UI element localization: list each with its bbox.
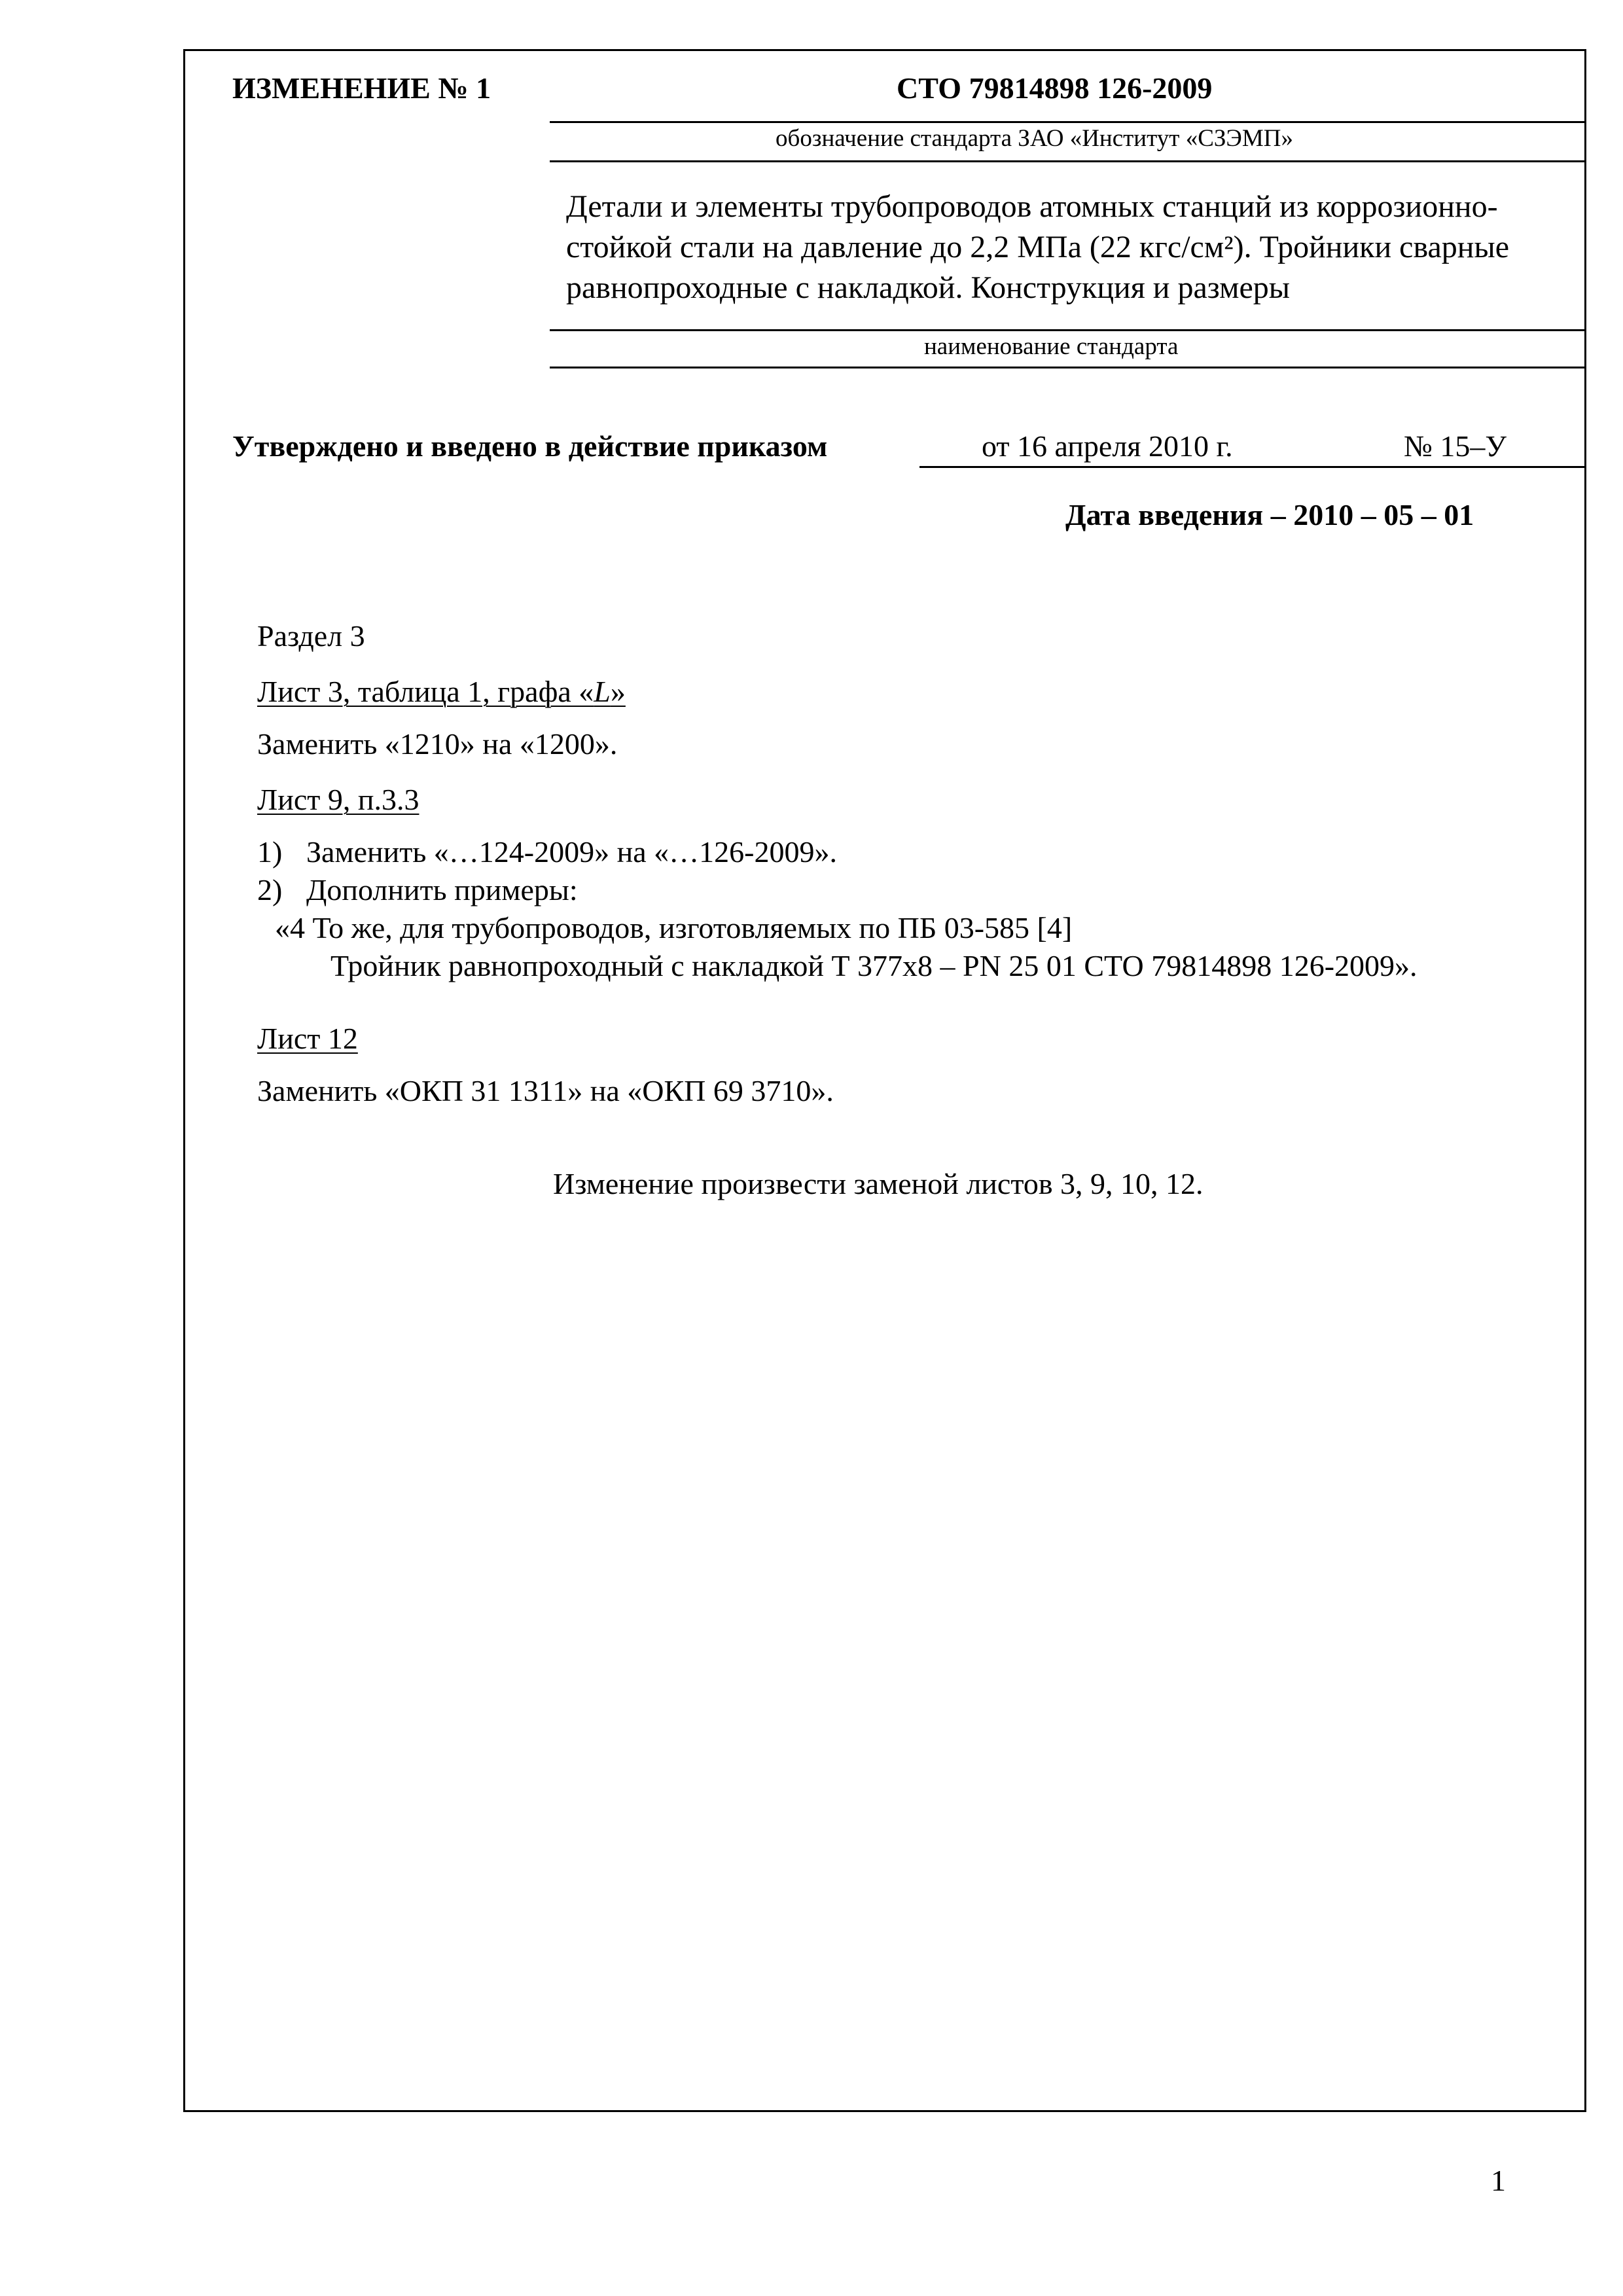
sheet3-text: Заменить «1210» на «1200». — [257, 727, 618, 761]
sheet9-item1: Заменить «…124-2009» на «…126-2009». — [306, 835, 837, 869]
standard-title: Детали и элементы трубопроводов атомных станций из коррозионно-стойкой стали на давление до 2,2 МПа (22 кгс/см²). Тройники сварные равнопроходные с накладкой. Конструкция и размеры — [566, 189, 1510, 305]
approval-date: от 16 апреля 2010 г. — [982, 429, 1233, 463]
standard-code: СТО 79814898 126-2009 — [897, 71, 1213, 105]
approval-label: Утверждено и введено в действие приказом — [232, 429, 828, 463]
sheet12-text: Заменить «ОКП 31 1311» на «ОКП 69 3710». — [257, 1074, 834, 1107]
designation-line — [550, 121, 1586, 123]
page-number: 1 — [1491, 2164, 1506, 2197]
designation-caption-bottom-line — [550, 160, 1586, 162]
sheet9-example-line1: «4 То же, для трубопроводов, изготовляемых по ПБ 03-585 [4] — [275, 911, 1073, 944]
order-number: № 15–У — [1404, 429, 1507, 463]
sheet9-item2-number: 2) — [257, 873, 283, 906]
sheet3-heading-text: Лист 3, таблица 1, графа « — [257, 675, 594, 708]
change-label: ИЗМЕНЕНИЕ № 1 — [232, 71, 491, 105]
title-caption-bottom-line — [550, 367, 1586, 368]
sheet12-heading: Лист 12 — [257, 1022, 358, 1055]
sheet9-item2: Дополнить примеры: — [306, 873, 578, 906]
intro-date: Дата введения – 2010 – 05 – 01 — [1065, 498, 1474, 531]
section-heading: Раздел 3 — [257, 619, 365, 653]
title-line — [550, 329, 1586, 331]
sheet9-heading: Лист 9, п.3.3 — [257, 783, 419, 816]
sheet9-item1-number: 1) — [257, 835, 283, 869]
sheet9-example-line2: Тройник равнопроходный с накладкой Т 377х8 – PN 25 01 СТО 79814898 126-2009». — [330, 949, 1418, 982]
sheet3-heading — [257, 674, 626, 709]
sheet3-heading-close: » — [610, 675, 626, 708]
closing-statement: Изменение произвести заменой листов 3, 9, 10, 12. — [553, 1167, 1204, 1200]
designation-caption: обозначение стандарта ЗАО «Институт «СЗЭМП» — [776, 125, 1293, 152]
sheet3-heading-var: L — [594, 675, 611, 708]
approval-line — [919, 466, 1586, 468]
title-caption: наименование стандарта — [924, 333, 1179, 360]
